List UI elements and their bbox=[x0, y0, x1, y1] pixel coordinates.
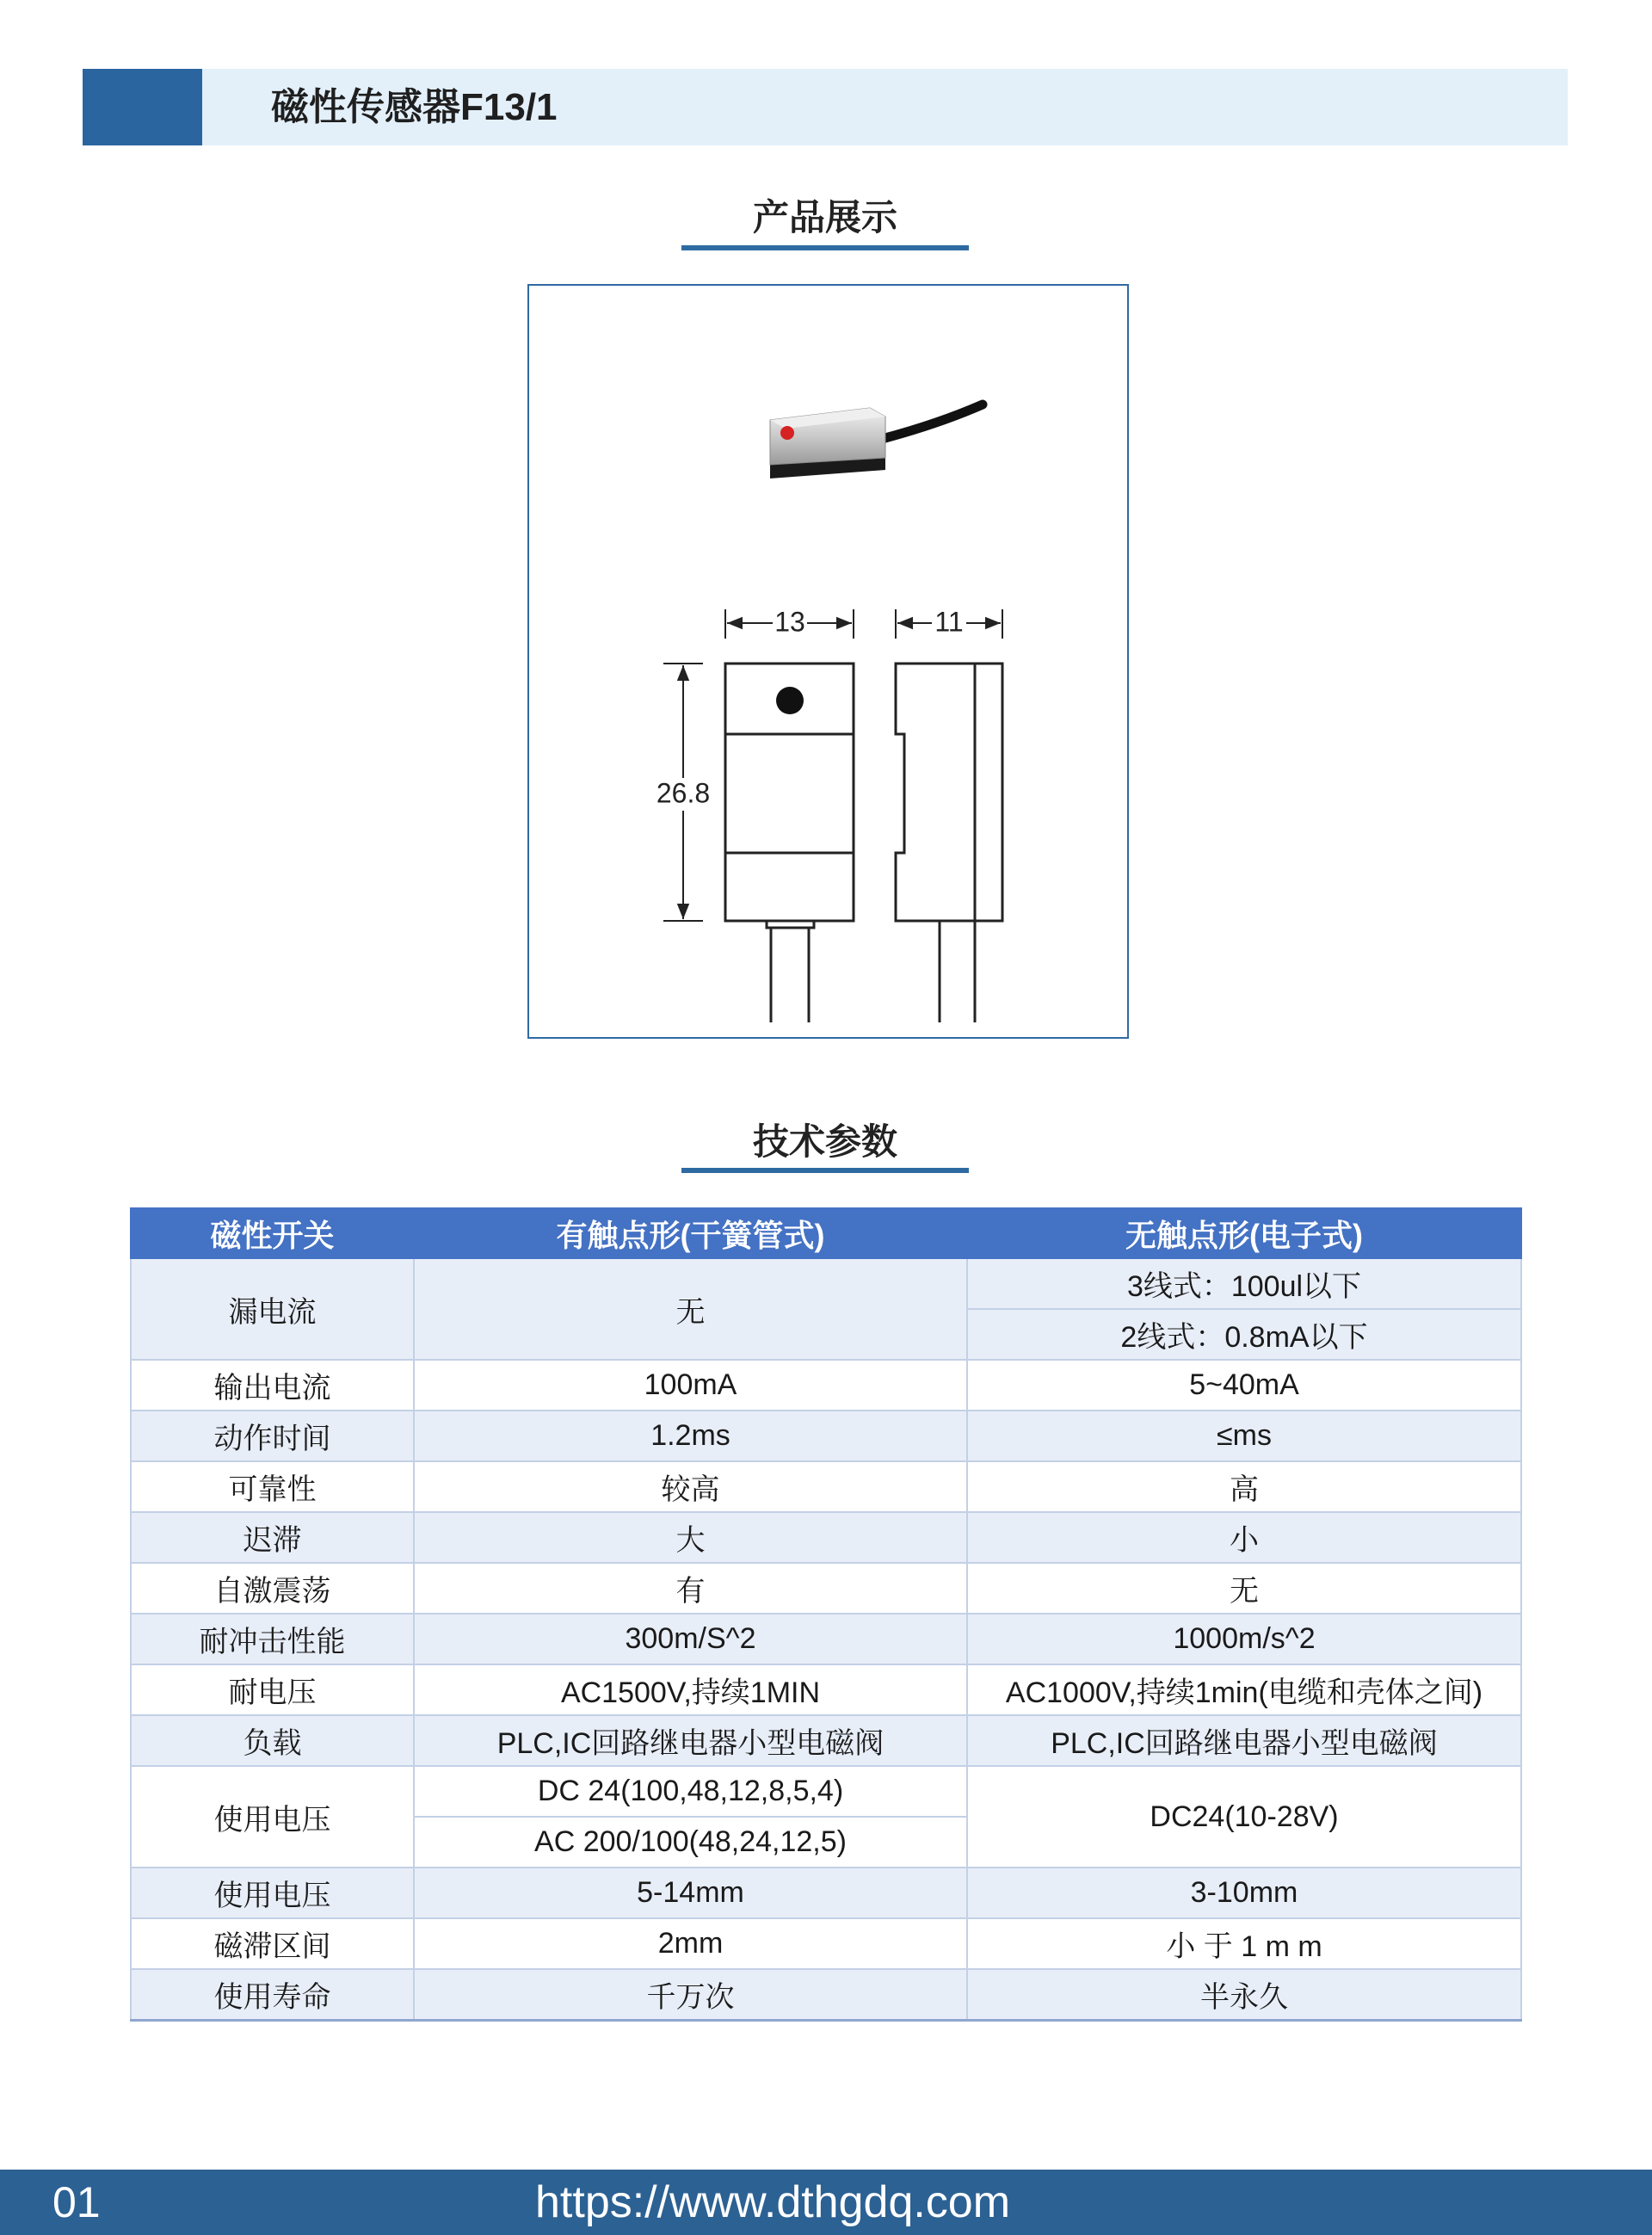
header-accent-block bbox=[83, 69, 202, 145]
spec-row bbox=[131, 1411, 1521, 1461]
sensor-cable bbox=[882, 404, 983, 439]
spec-contactless-cell: 3-10mm bbox=[967, 1868, 1521, 1918]
spec-label-cell: 耐电压 bbox=[131, 1664, 414, 1715]
spec-label-cell: 磁滞区间 bbox=[131, 1918, 414, 1969]
led-indicator bbox=[780, 426, 794, 440]
dimension-width bbox=[725, 606, 854, 639]
spec-contact-cell: 1.2ms bbox=[414, 1411, 967, 1461]
spec-label-cell: 自激震荡 bbox=[131, 1563, 414, 1614]
product-photo bbox=[770, 404, 983, 478]
front-view bbox=[725, 664, 854, 1022]
front-view-led bbox=[776, 687, 804, 714]
section-title-product: 产品展示 bbox=[752, 197, 897, 238]
spec-contact-cell: AC 200/100(48,24,12,5) bbox=[414, 1817, 967, 1868]
spec-row bbox=[131, 1969, 1521, 2021]
dimension-height bbox=[650, 664, 717, 921]
spec-contact-cell: 100mA bbox=[414, 1360, 967, 1411]
spec-contact-cell: DC 24(100,48,12,8,5,4) bbox=[414, 1766, 967, 1817]
spec-contactless-cell: 高 bbox=[967, 1461, 1521, 1512]
spec-label-cell: 动作时间 bbox=[131, 1411, 414, 1461]
spec-row bbox=[131, 1766, 1521, 1817]
website-url: https://www.dthgdq.com bbox=[535, 2177, 1011, 2227]
spec-contact-cell: 大 bbox=[414, 1512, 967, 1563]
spec-contact-cell: 有 bbox=[414, 1563, 967, 1614]
spec-contactless-cell: 5~40mA bbox=[967, 1360, 1521, 1411]
spec-row bbox=[131, 1461, 1521, 1512]
spec-contactless-cell: 小 bbox=[967, 1512, 1521, 1563]
spec-row bbox=[131, 1664, 1521, 1715]
spec-label-cell: 使用寿命 bbox=[131, 1969, 414, 2021]
page-number: 01 bbox=[52, 2178, 101, 2226]
product-figure bbox=[529, 286, 1127, 1037]
spec-contact-cell: 5-14mm bbox=[414, 1868, 967, 1918]
spec-contact-cell: 千万次 bbox=[414, 1969, 967, 2021]
spec-row bbox=[131, 1614, 1521, 1664]
spec-contactless-cell: 半永久 bbox=[967, 1969, 1521, 2021]
spec-contactless-cell: 小 于 1 m m bbox=[967, 1918, 1521, 1969]
spec-contactless-cell: PLC,IC回路继电器小型电磁阀 bbox=[967, 1715, 1521, 1766]
spec-row bbox=[131, 1715, 1521, 1766]
spec-contact-cell: PLC,IC回路继电器小型电磁阀 bbox=[414, 1715, 967, 1766]
section-title-specs: 技术参数 bbox=[752, 1121, 897, 1162]
product-display-box bbox=[527, 284, 1129, 1039]
spec-row bbox=[131, 1360, 1521, 1411]
dimension-depth-label: 11 bbox=[934, 606, 964, 638]
dimension-depth bbox=[896, 606, 1002, 639]
spec-contact-cell: 2mm bbox=[414, 1918, 967, 1969]
spec-label-cell: 负载 bbox=[131, 1715, 414, 1766]
dimension-width-label: 13 bbox=[774, 606, 805, 638]
spec-header-cell: 有触点形(干簧管式) bbox=[414, 1208, 967, 1258]
spec-label-cell: 输出电流 bbox=[131, 1360, 414, 1411]
spec-label-cell: 使用电压 bbox=[131, 1766, 414, 1868]
side-view bbox=[896, 664, 1002, 1022]
spec-label-cell: 迟滞 bbox=[131, 1512, 414, 1563]
spec-label-cell: 耐冲击性能 bbox=[131, 1614, 414, 1664]
spec-row bbox=[131, 1918, 1521, 1969]
spec-header-cell: 无触点形(电子式) bbox=[967, 1208, 1521, 1258]
spec-header-cell: 磁性开关 bbox=[131, 1208, 414, 1258]
spec-contact-cell: AC1500V,持续1MIN bbox=[414, 1664, 967, 1715]
page-title: 磁性传感器F13/1 bbox=[271, 86, 558, 128]
spec-contactless-cell: ≤ms bbox=[967, 1411, 1521, 1461]
spec-table bbox=[130, 1207, 1522, 2022]
dimension-height-label: 26.8 bbox=[656, 777, 711, 809]
section-underline-product bbox=[681, 245, 969, 250]
spec-contactless-cell: AC1000V,持续1min(电缆和壳体之间) bbox=[967, 1664, 1521, 1715]
spec-contact-cell: 无 bbox=[414, 1258, 967, 1360]
spec-label-cell: 漏电流 bbox=[131, 1258, 414, 1360]
spec-row bbox=[131, 1563, 1521, 1614]
spec-label-cell: 可靠性 bbox=[131, 1461, 414, 1512]
spec-contactless-cell: 3线式：100ul以下 bbox=[967, 1258, 1521, 1309]
section-underline-specs bbox=[681, 1168, 969, 1173]
spec-header-row bbox=[131, 1208, 1521, 1258]
spec-row bbox=[131, 1868, 1521, 1918]
spec-row bbox=[131, 1512, 1521, 1563]
spec-contact-cell: 较高 bbox=[414, 1461, 967, 1512]
spec-row bbox=[131, 1258, 1521, 1309]
spec-contactless-cell: 1000m/s^2 bbox=[967, 1614, 1521, 1664]
spec-label-cell: 使用电压 bbox=[131, 1868, 414, 1918]
spec-contactless-cell: DC24(10-28V) bbox=[967, 1766, 1521, 1868]
spec-contactless-cell: 无 bbox=[967, 1563, 1521, 1614]
spec-contact-cell: 300m/S^2 bbox=[414, 1614, 967, 1664]
spec-contactless-cell: 2线式：0.8mA以下 bbox=[967, 1309, 1521, 1360]
